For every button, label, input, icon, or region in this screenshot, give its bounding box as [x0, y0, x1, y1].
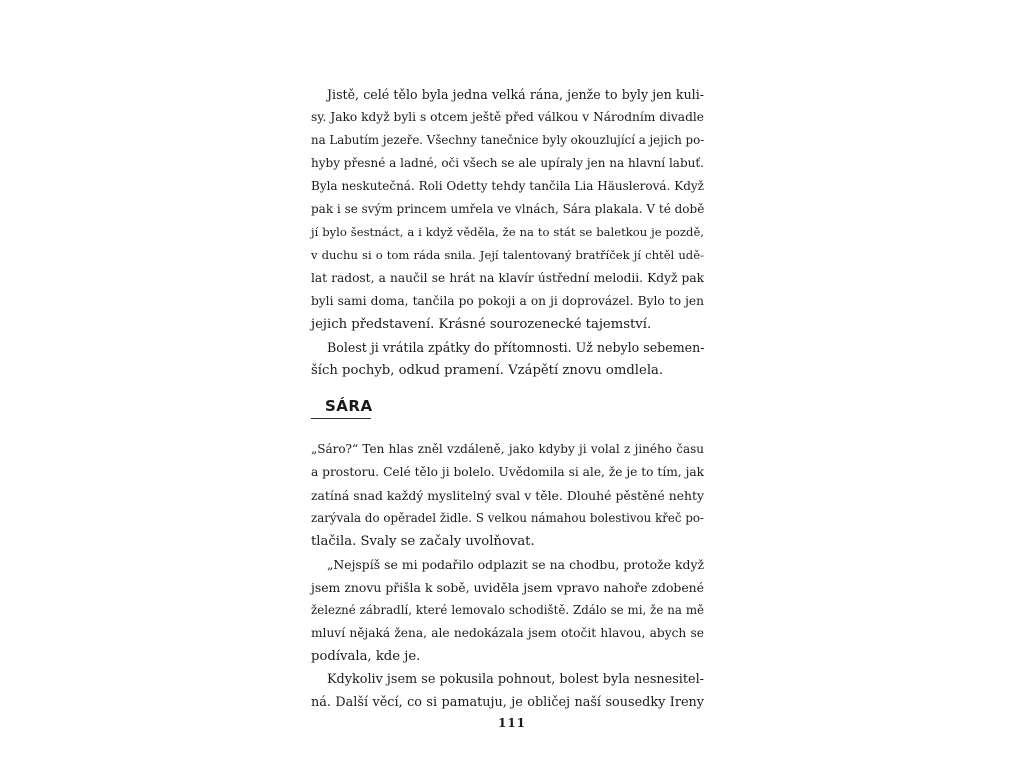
text-line: tlačila. Svaly se začaly uvolňovat.	[311, 534, 535, 549]
text-line: byli sami doma, tančila po pokoji a on ji doprovázel. Bylo to jen	[311, 294, 704, 308]
text-line: ná. Další věcí, co si pamatuju, je obličej naší sousedky Ireny	[311, 695, 704, 710]
text-line: podívala, kde je.	[311, 649, 421, 664]
text-line: lat radost, a naučil se hrát na klavír ústřední melodii. Když pak	[311, 271, 704, 285]
text-line: zatíná snad každý myslitelný sval v těle. Dlouhé pěstěné nehty	[311, 488, 704, 503]
chapter-heading: SÁRA	[311, 397, 371, 419]
text-line: „Sáro?“ Ten hlas zněl vzdáleně, jako kdyby ji volal z jiného času	[311, 442, 704, 456]
text-line: jejich představení. Krásné sourozenecké tajemství.	[311, 317, 652, 332]
text-line: a prostoru. Celé tělo ji bolelo. Uvědomila si ale, že je to tím, jak	[311, 465, 704, 479]
text-line: hyby přesné a ladné, oči všech se ale upíraly jen na hlavní labuť.	[311, 156, 704, 170]
text-line: jsem znovu přišla k sobě, uviděla jsem vpravo nahoře zdobené	[311, 580, 704, 595]
text-line: Bolest ji vrátila zpátky do přítomnosti. Už nebylo sebemen-	[327, 340, 705, 355]
text-line: ších pochyb, odkud pramení. Vzápětí znovu omdlela.	[311, 363, 664, 378]
text-line: zarývala do opěradel židle. S velkou námahou bolestivou křeč po-	[311, 511, 704, 525]
text-line: Kdykoliv jsem se pokusila pohnout, bolest byla nesnesitel-	[327, 672, 704, 687]
text-line: na Labutím jezeře. Všechny tanečnice byly okouzlující a jejich po-	[311, 133, 705, 147]
text-line: v duchu si o tom ráda snila. Její talentovaný bratříček jí chtěl udě-	[311, 248, 704, 262]
text-line: „Nejspíš se mi podařilo odplazit se na chodbu, protože když	[327, 557, 704, 572]
text-line: Byla neskutečná. Roli Odetty tehdy tančila Lia Häuslerová. Když	[311, 179, 704, 193]
page-number: 111	[497, 716, 527, 730]
text-line: pak i se svým princem umřela ve vlnách, Sára plakala. V té době	[311, 202, 705, 216]
text-line: mluví nějaká žena, ale nedokázala jsem otočit hlavou, abych se	[311, 626, 704, 640]
text-line: jí bylo šestnáct, a i když věděla, že na to stát se baletkou je pozdě,	[311, 225, 704, 239]
text-line: železné zábradlí, které lemovalo schodiště. Zdálo se mi, že na mě	[311, 603, 704, 617]
paragraph-block-2	[311, 438, 704, 714]
text-line: Jistě, celé tělo byla jedna velká rána, jenže to byly jen kuli-	[327, 87, 704, 102]
paragraph-block-1	[311, 83, 704, 382]
text-line: sy. Jako když byli s otcem ještě před válkou v Národním divadle	[311, 110, 704, 124]
